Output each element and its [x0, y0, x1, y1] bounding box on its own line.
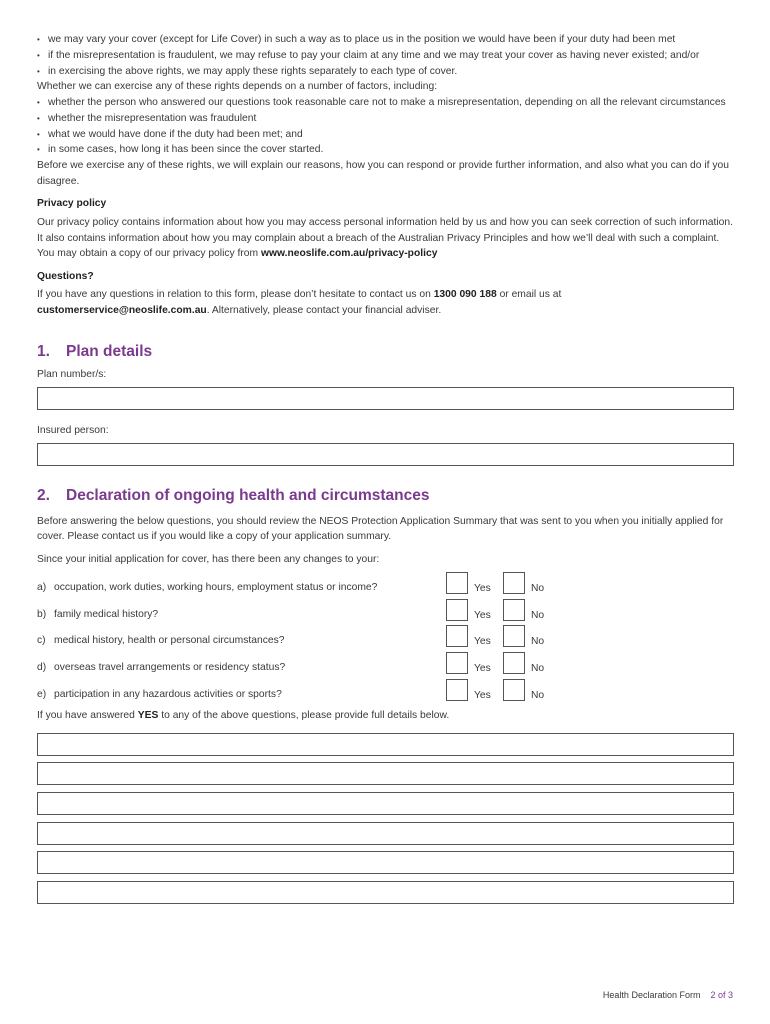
- yes-label: Yes: [474, 609, 491, 621]
- details-after: to any of the above questions, please provide full details below.: [161, 710, 450, 722]
- question-label: participation in any hazardous activities or sports?: [54, 688, 282, 700]
- no-checkbox[interactable]: [503, 599, 525, 621]
- plan-number-input[interactable]: [37, 387, 734, 410]
- questions-heading: Questions?: [37, 270, 94, 282]
- list-item: • whether the person who answered our questions took reasonable care not to make a misrepresentation, depending on all the relevant circumstances: [37, 95, 734, 111]
- section-number: 2.: [37, 486, 50, 504]
- list-item: • what we would have done if the duty had been met; and: [37, 127, 734, 143]
- questions-list: [37, 572, 734, 705]
- details-input[interactable]: [37, 881, 734, 904]
- details-input[interactable]: [37, 822, 734, 845]
- no-checkbox[interactable]: [503, 679, 525, 701]
- questions-text: [37, 287, 734, 318]
- question-text: [37, 661, 285, 675]
- question-row: [37, 679, 734, 706]
- details-input[interactable]: [37, 733, 734, 756]
- yes-checkbox[interactable]: [446, 572, 468, 594]
- question-text: [37, 581, 377, 595]
- no-label: No: [531, 663, 545, 675]
- questions-text-after: . Alternatively, please contact your financial adviser.: [206, 304, 442, 316]
- yes-label: Yes: [474, 689, 491, 701]
- footer-title: Health Declaration Form: [602, 990, 701, 1000]
- list-item: • we may vary your cover (except for Life Cover) in such a way as to place us in the position we would have been if your duty had been met: [37, 32, 734, 48]
- question-letter: a): [37, 582, 47, 594]
- section-number: 1.: [37, 342, 50, 360]
- question-row: [37, 599, 734, 626]
- question-label: family medical history?: [54, 608, 159, 620]
- list-item: • in some cases, how long it has been since the cover started.: [37, 142, 734, 158]
- questions-text-mid: or email us at: [499, 289, 562, 301]
- question-row: [37, 652, 734, 679]
- privacy-body: Our privacy policy contains information about how you may access personal information held by us and how you can seek correction of such information. It also contains information about how you may complain about a breach of the Australian Privacy Principles and how we’ll deal with such a complaint. You may obtain a copy of our privacy policy from: [37, 216, 733, 260]
- question-row: [37, 572, 734, 599]
- no-checkbox[interactable]: [503, 572, 525, 594]
- section-1-heading: [37, 343, 734, 361]
- question-letter: b): [37, 608, 47, 620]
- page-number: 2 of 3: [710, 990, 733, 1000]
- no-label: No: [531, 609, 545, 621]
- factors-list: [37, 95, 734, 158]
- section-2-intro: Before answering the below questions, you should review the NEOS Protection Application Summary that was sent to you when you initially applied for cover. Please contact us if you would like a copy of your application summary.: [37, 515, 724, 543]
- question-text: [37, 608, 158, 622]
- no-label: No: [531, 636, 545, 648]
- privacy-link[interactable]: www.neoslife.com.au/privacy-policy: [261, 248, 438, 260]
- section-2-heading: [37, 487, 734, 505]
- question-text: [37, 634, 284, 648]
- question-label: medical history, health or personal circumstances?: [54, 635, 285, 647]
- plan-number-label: Plan number/s:: [37, 368, 107, 380]
- details-fields: [37, 733, 734, 904]
- page-footer: [603, 990, 733, 1000]
- section-title: Plan details: [66, 342, 153, 360]
- question-letter: d): [37, 662, 47, 674]
- question-text: [37, 688, 282, 702]
- details-instruction: [37, 708, 734, 724]
- no-checkbox[interactable]: [503, 625, 525, 647]
- question-letter: c): [37, 635, 46, 647]
- details-input[interactable]: [37, 762, 734, 785]
- factors-intro: Whether we can exercise any of these rights depends on a number of factors, including:: [37, 81, 438, 93]
- rights-list: [37, 32, 734, 79]
- insured-person-input[interactable]: [37, 443, 734, 466]
- no-checkbox[interactable]: [503, 652, 525, 674]
- phone-number[interactable]: 1300 090 188: [433, 289, 497, 301]
- question-label: occupation, work duties, working hours, employment status or income?: [54, 582, 378, 594]
- details-before: If you have answered: [37, 710, 135, 722]
- privacy-text: [37, 215, 734, 262]
- yes-checkbox[interactable]: [446, 625, 468, 647]
- insured-person-label: Insured person:: [37, 424, 109, 436]
- section-2-since: Since your initial application for cover, has there been any changes to your:: [37, 553, 380, 565]
- list-item: • whether the misrepresentation was fraudulent: [37, 111, 734, 127]
- yes-label: Yes: [474, 663, 491, 675]
- yes-checkbox[interactable]: [446, 679, 468, 701]
- yes-checkbox[interactable]: [446, 599, 468, 621]
- question-label: overseas travel arrangements or residency status?: [54, 662, 286, 674]
- details-yes: YES: [137, 710, 159, 722]
- before-exercise-text: Before we exercise any of these rights, we will explain our reasons, how you can respond or provide further information, and also what you can do if you disagree.: [37, 160, 729, 187]
- no-label: No: [531, 689, 545, 701]
- email-address[interactable]: customerservice@neoslife.com.au: [37, 304, 207, 316]
- yes-label: Yes: [474, 636, 491, 648]
- privacy-heading: Privacy policy: [37, 198, 107, 210]
- list-item: • in exercising the above rights, we may apply these rights separately to each type of cover.: [37, 64, 734, 80]
- no-label: No: [531, 583, 545, 595]
- question-row: [37, 625, 734, 652]
- list-item: • if the misrepresentation is fraudulent, we may refuse to pay your claim at any time and we may treat your cover as having never existed; and/or: [37, 48, 734, 64]
- details-input[interactable]: [37, 792, 734, 815]
- question-letter: e): [37, 688, 47, 700]
- yes-label: Yes: [474, 583, 491, 595]
- form-page: [37, 32, 734, 904]
- yes-checkbox[interactable]: [446, 652, 468, 674]
- details-input[interactable]: [37, 851, 734, 874]
- section-title: Declaration of ongoing health and circumstances: [66, 486, 430, 504]
- questions-text-before: If you have any questions in relation to this form, please don’t hesitate to contact us on: [37, 289, 431, 301]
